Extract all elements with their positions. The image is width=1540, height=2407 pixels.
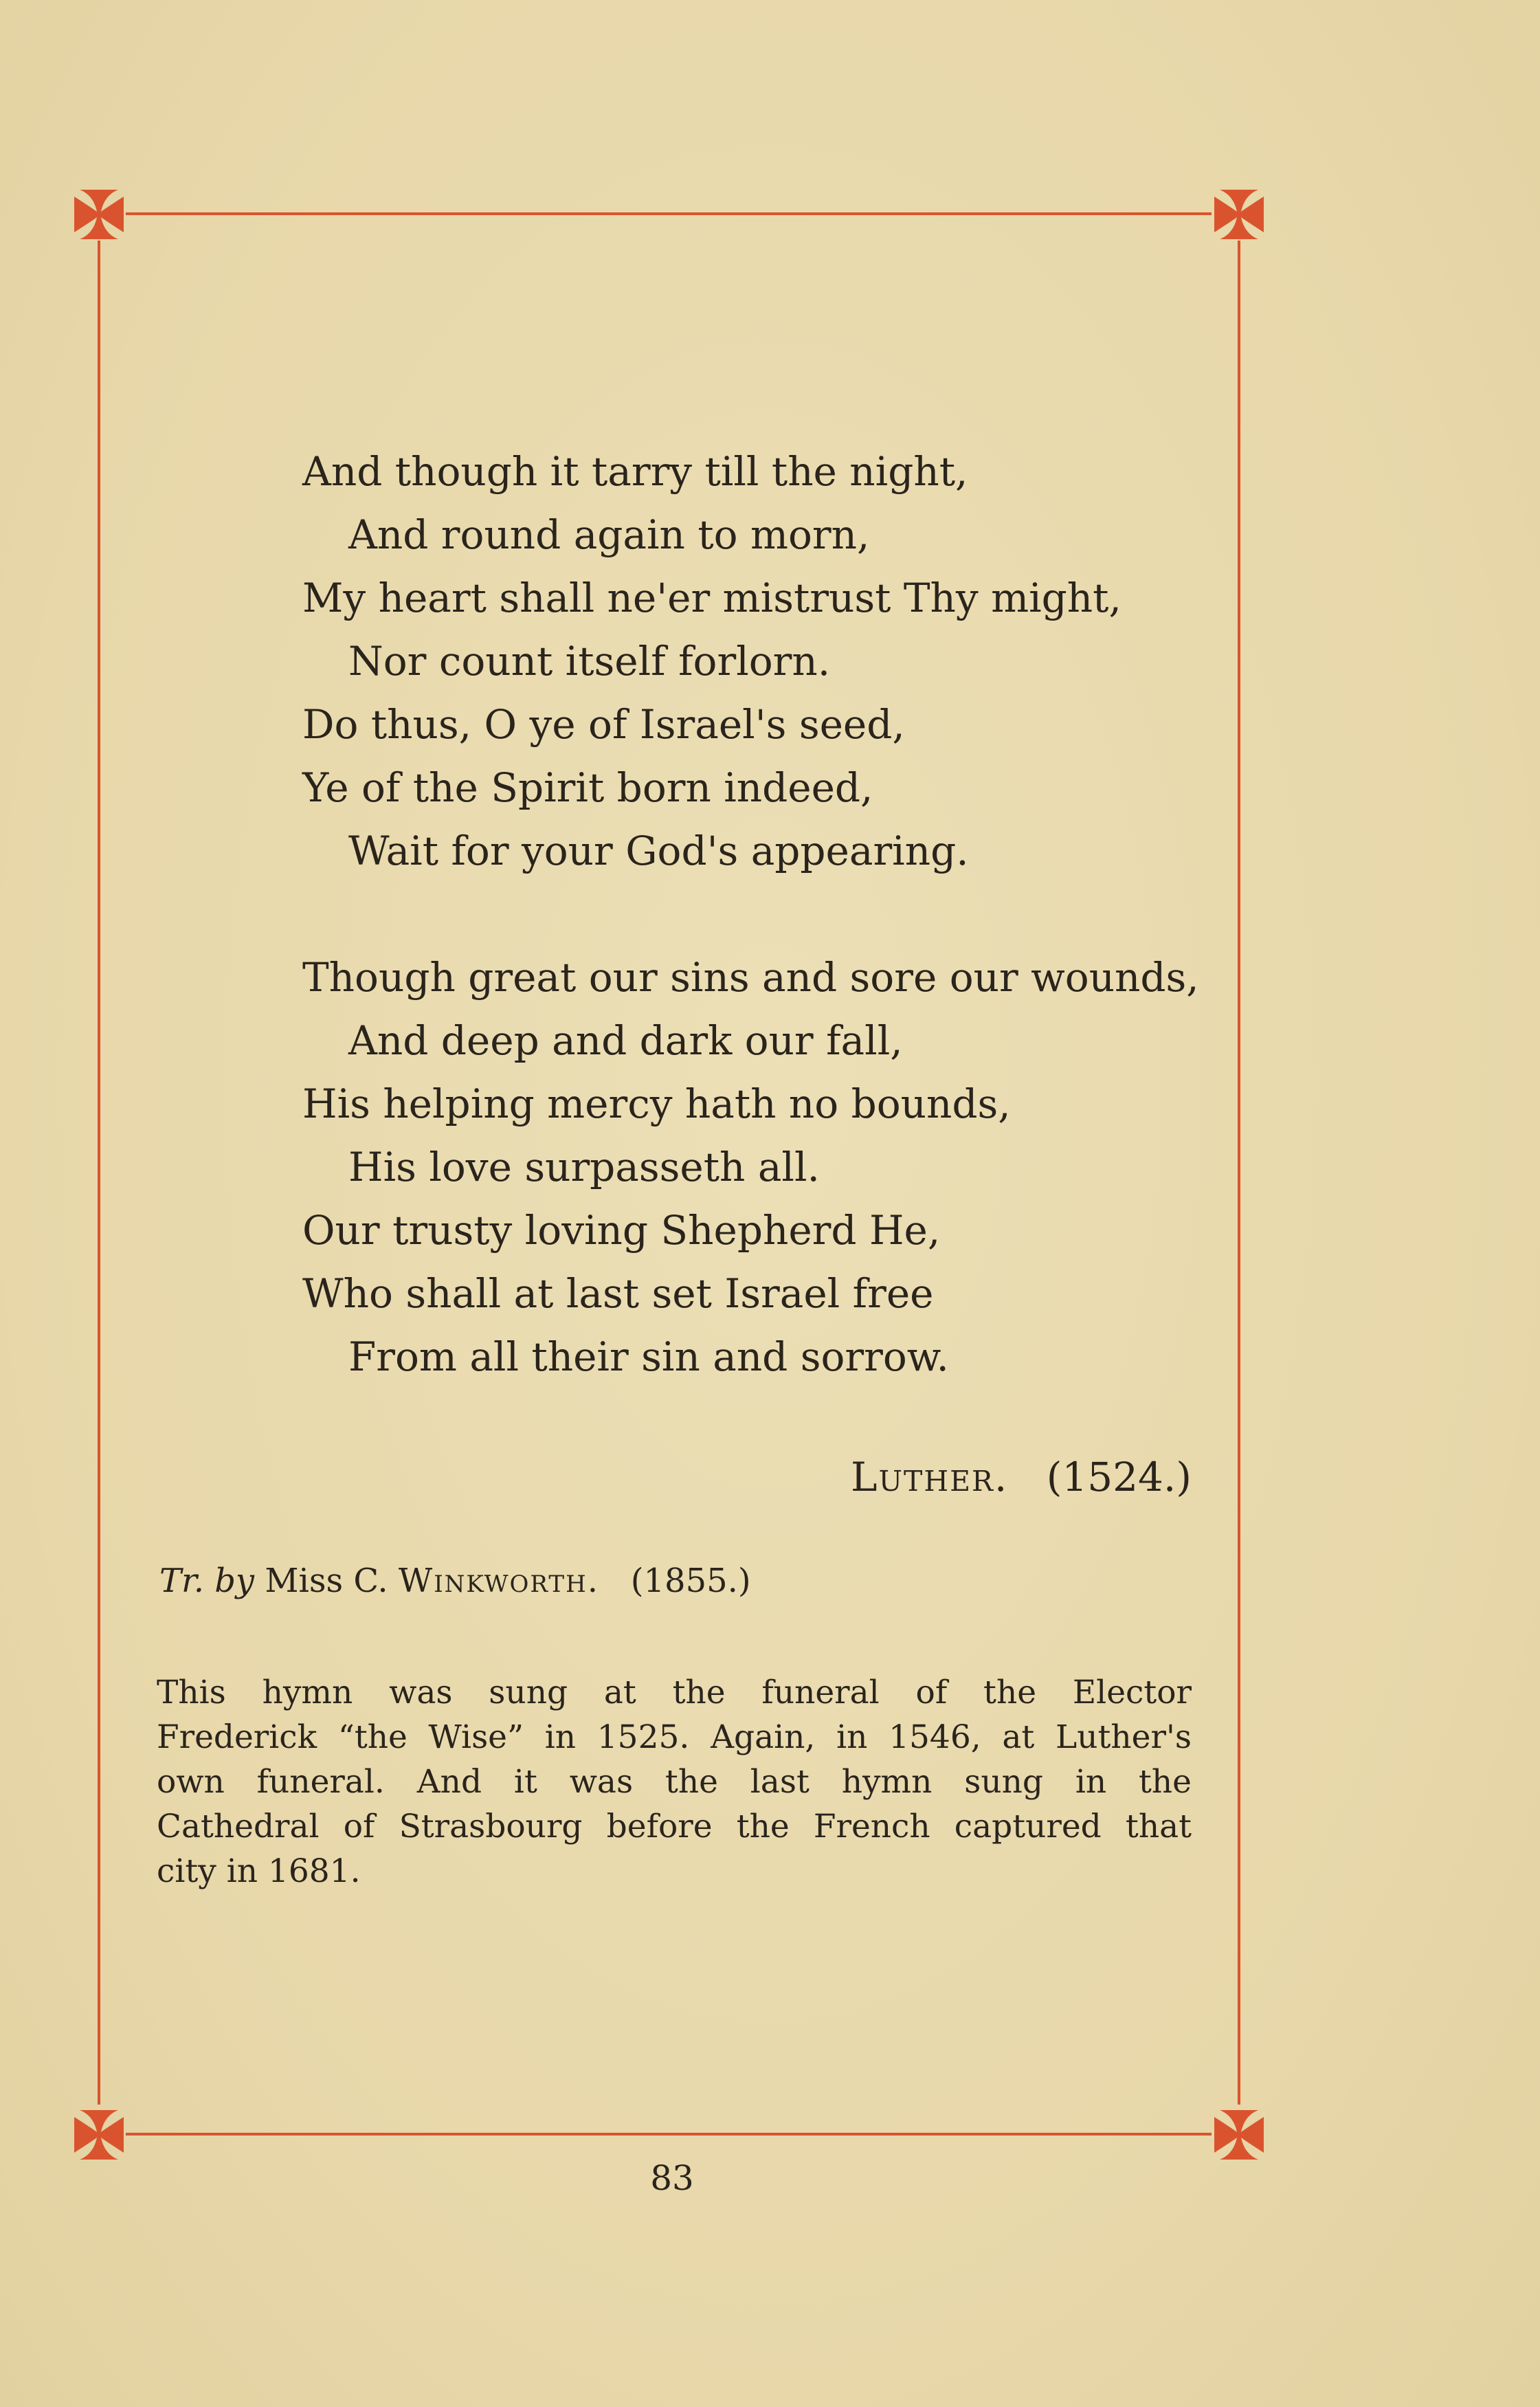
translator-year: (1855.)	[630, 1562, 751, 1600]
cross-pattee-icon	[1212, 2107, 1266, 2162]
translator-credit	[159, 1562, 751, 1600]
verse-line: Wait for your God's appearing.	[348, 828, 969, 874]
verse-line: Who shall at last set Israel free	[302, 1270, 934, 1317]
author-name: Luther.	[850, 1454, 1009, 1500]
cross-pattee-icon	[71, 187, 126, 242]
hymn-verses	[302, 440, 1199, 1388]
verse-line: Do thus, O ye of Israel's seed,	[302, 701, 905, 748]
note-line: This hymn was sung at the funeral of the Elector	[157, 1674, 1192, 1711]
cross-pattee-icon	[1212, 187, 1266, 242]
border-left	[98, 241, 100, 2105]
note-line: city in 1681.	[157, 1852, 361, 1890]
translator-name: Winkworth.	[398, 1562, 599, 1600]
verse-line: And deep and dark our fall,	[348, 1017, 903, 1064]
note-line: own funeral. And it was the last hymn sung in the	[157, 1763, 1192, 1801]
border-right	[1238, 241, 1240, 2105]
note-line: Frederick “the Wise” in 1525. Again, in 1546, at Luther's	[157, 1718, 1192, 1756]
verse-line: His love surpasseth all.	[348, 1144, 820, 1190]
cross-pattee-icon	[71, 2107, 126, 2162]
verse-line: From all their sin and sorrow.	[348, 1333, 949, 1380]
verse-line: Though great our sins and sore our wounds,	[302, 954, 1199, 1001]
historical-note	[157, 1670, 1192, 1894]
verse-line: Ye of the Spirit born indeed,	[302, 764, 873, 811]
page-number: 83	[650, 2158, 694, 2198]
translator-name-prefix: Miss C.	[265, 1562, 388, 1600]
author-attribution	[851, 1454, 1192, 1500]
verse-line: And though it tarry till the night,	[302, 448, 968, 495]
verse-line: Our trusty loving Shepherd He,	[302, 1207, 941, 1254]
border-bottom	[126, 2133, 1212, 2136]
author-year: (1524.)	[1046, 1454, 1192, 1500]
verse-line: My heart shall ne'er mistrust Thy might,	[302, 575, 1121, 621]
border-top	[126, 212, 1212, 215]
translator-prefix: Tr. by	[159, 1562, 255, 1600]
verse-line: His helping mercy hath no bounds,	[302, 1080, 1011, 1127]
verse-line: And round again to morn,	[348, 511, 870, 558]
verse-line: Nor count itself forlorn.	[348, 638, 831, 685]
note-line: Cathedral of Strasbourg before the French captured that	[157, 1808, 1192, 1845]
